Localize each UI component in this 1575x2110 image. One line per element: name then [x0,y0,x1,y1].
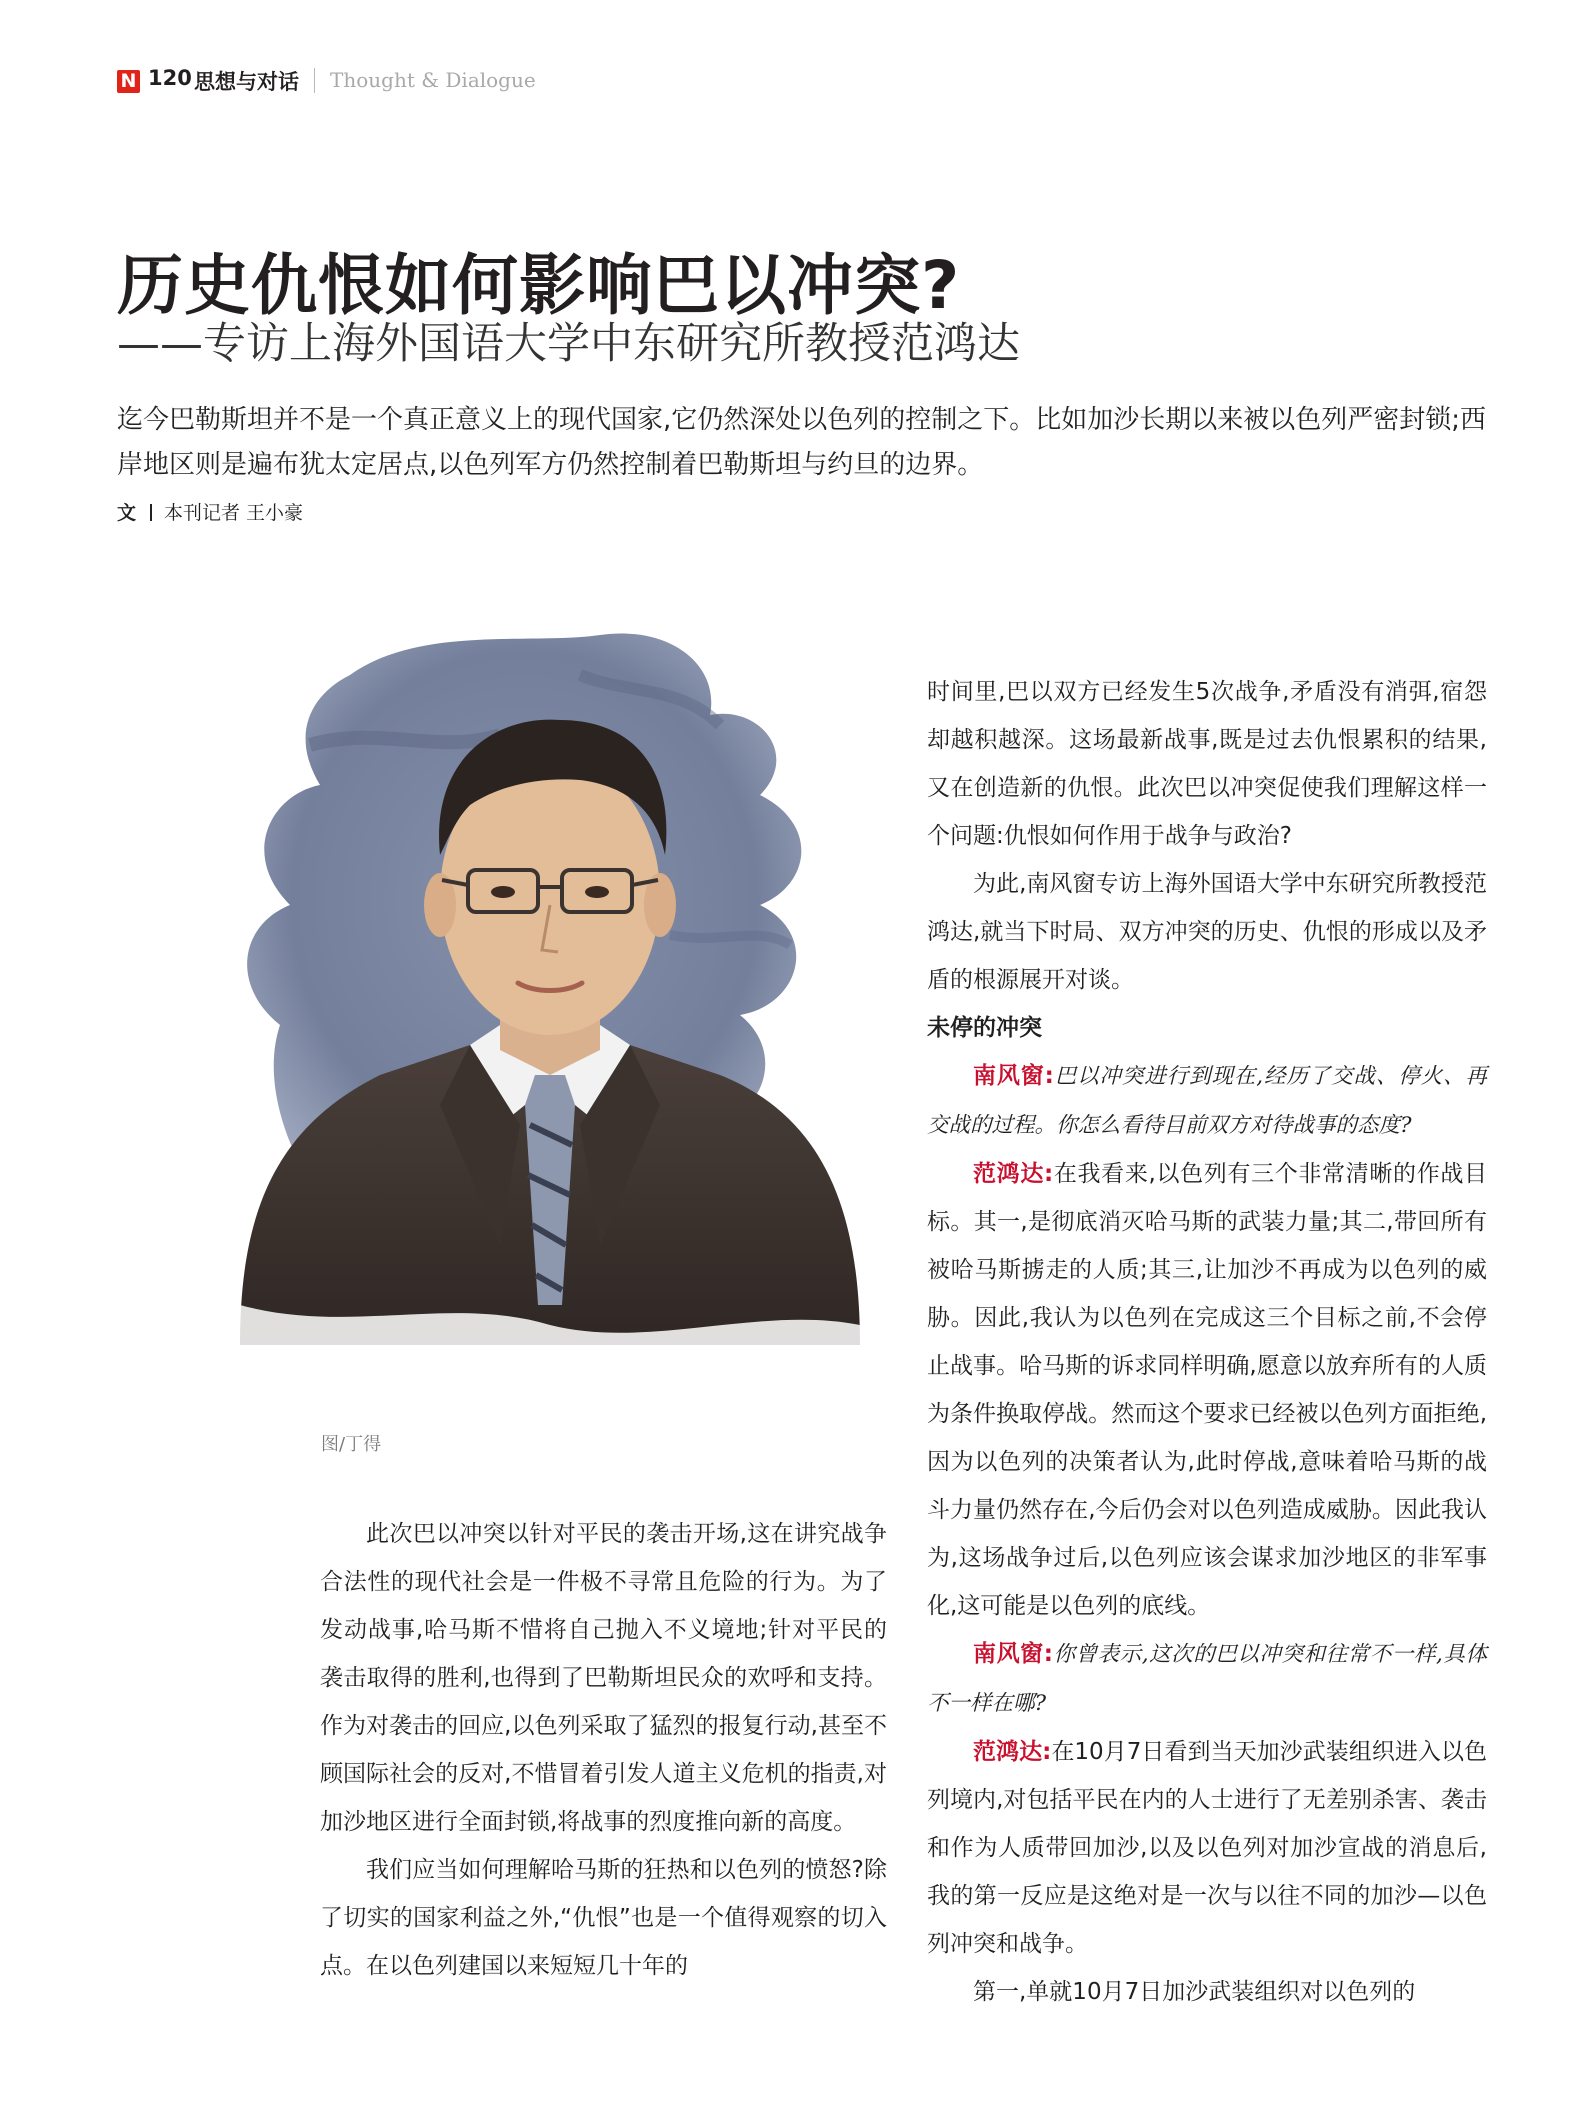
question-text: 巴以冲突进行到现在,经历了交战、停火、再交战的过程。你怎么看待目前双方对待战事的态度? [927,1064,1487,1138]
byline [117,498,303,525]
byline-author: 本刊记者 王小豪 [164,502,304,524]
question [927,1630,1487,1728]
byline-label: 文 [117,502,137,524]
article-title: 历史仇恨如何影响巴以冲突? [117,247,961,324]
section-heading: 未停的冲突 [927,1015,1042,1041]
photo-credit: 图/丁得 [321,1434,382,1455]
byline-divider [150,504,152,521]
answer-text: 在我看来,以色列有三个非常清晰的作战目标。其一,是彻底消灭哈马斯的武装力量;其二,带回所有被哈马斯掳走的人质;其三,让加沙不再成为以色列的威胁。因此,我认为以色列在完成这三个目标之前,不会停止战事。哈马斯的诉求同样明确,愿意以放弃所有的人质为条件换取停战。然而这个要求已经被以色列方面拒绝,因为以色列的决策者认为,此时停战,意味着哈马斯的战斗力量仍然存在,今后仍会对以色列造成威胁。因此我认为,这场战争过后,以色列应该会谋求加沙地区的非军事化,这可能是以色列的底线。 [927,1161,1488,1619]
header-divider [314,68,315,93]
paragraph: 此次巴以冲突以针对平民的袭击开场,这在讲究战争合法性的现代社会是一件极不寻常且危险的行为。为了发动战事,哈马斯不惜将自己抛入不义境地;针对平民的袭击取得的胜利,也得到了巴勒斯坦民众的欢呼和支持。作为对袭击的回应,以色列采取了猛烈的报复行动,甚至不顾国际社会的反对,不惜冒着引发人道主义危机的指责,对加沙地区进行全面封锁,将战事的烈度推向新的高度。 [320,1521,887,1835]
portrait-illustration [200,605,900,1365]
question-text: 你曾表示,这次的巴以冲突和往常不一样,具体不一样在哪? [927,1642,1487,1716]
body-column-left [320,1510,887,1990]
section-name: 思想与对话 [194,70,299,94]
answer [927,1728,1487,1968]
paragraph: 时间里,巴以双方已经发生5次战争,矛盾没有消弭,宿怨却越积越深。这场最新战事,既是过去仇恨累积的结果,又在创造新的仇恨。此次巴以冲突促使我们理解这样一个问题:仇恨如何作用于战争与政治? [927,679,1487,849]
paragraph: 第一,单就10月7日加沙武装组织对以色列的 [973,1979,1416,2005]
article-lead: 迄今巴勒斯坦并不是一个真正意义上的现代国家,它仍然深处以色列的控制之下。比如加沙长期以来被以色列严密封锁;西岸地区则是遍布犹太定居点,以色列军方仍然控制着巴勒斯坦与约旦的边界。 [117,405,1487,480]
answer [927,1150,1487,1630]
page-number: 120 [148,66,192,90]
interviewer-label: 南风窗: [973,1641,1053,1667]
paragraph: 为此,南风窗专访上海外国语大学中东研究所教授范鸿达,就当下时局、双方冲突的历史、仇恨的形成以及矛盾的根源展开对谈。 [927,871,1487,993]
interviewee-label: 范鸿达: [973,1739,1052,1765]
answer-text: 在10月7日看到当天加沙武装组织进入以色列境内,对包括平民在内的人士进行了无差别杀害、袭击和作为人质带回加沙,以及以色列对加沙宣战的消息后,我的第一反应是这绝对是一次与以往不同的加沙—以色列冲突和战争。 [927,1739,1487,1957]
question [927,1052,1487,1150]
paragraph: 我们应当如何理解哈马斯的狂热和以色列的愤怒?除了切实的国家利益之外,“仇恨”也是一个值得观察的切入点。在以色列建国以来短短几十年的 [320,1857,887,1979]
body-column-right [927,668,1487,2016]
interviewer-label: 南风窗: [973,1063,1054,1089]
article-subtitle: ——专访上海外国语大学中东研究所教授范鸿达 [117,319,1020,369]
section-name-english: Thought & Dialogue [330,68,536,92]
interviewee-label: 范鸿达: [973,1161,1054,1187]
magazine-logo: N [117,70,140,93]
